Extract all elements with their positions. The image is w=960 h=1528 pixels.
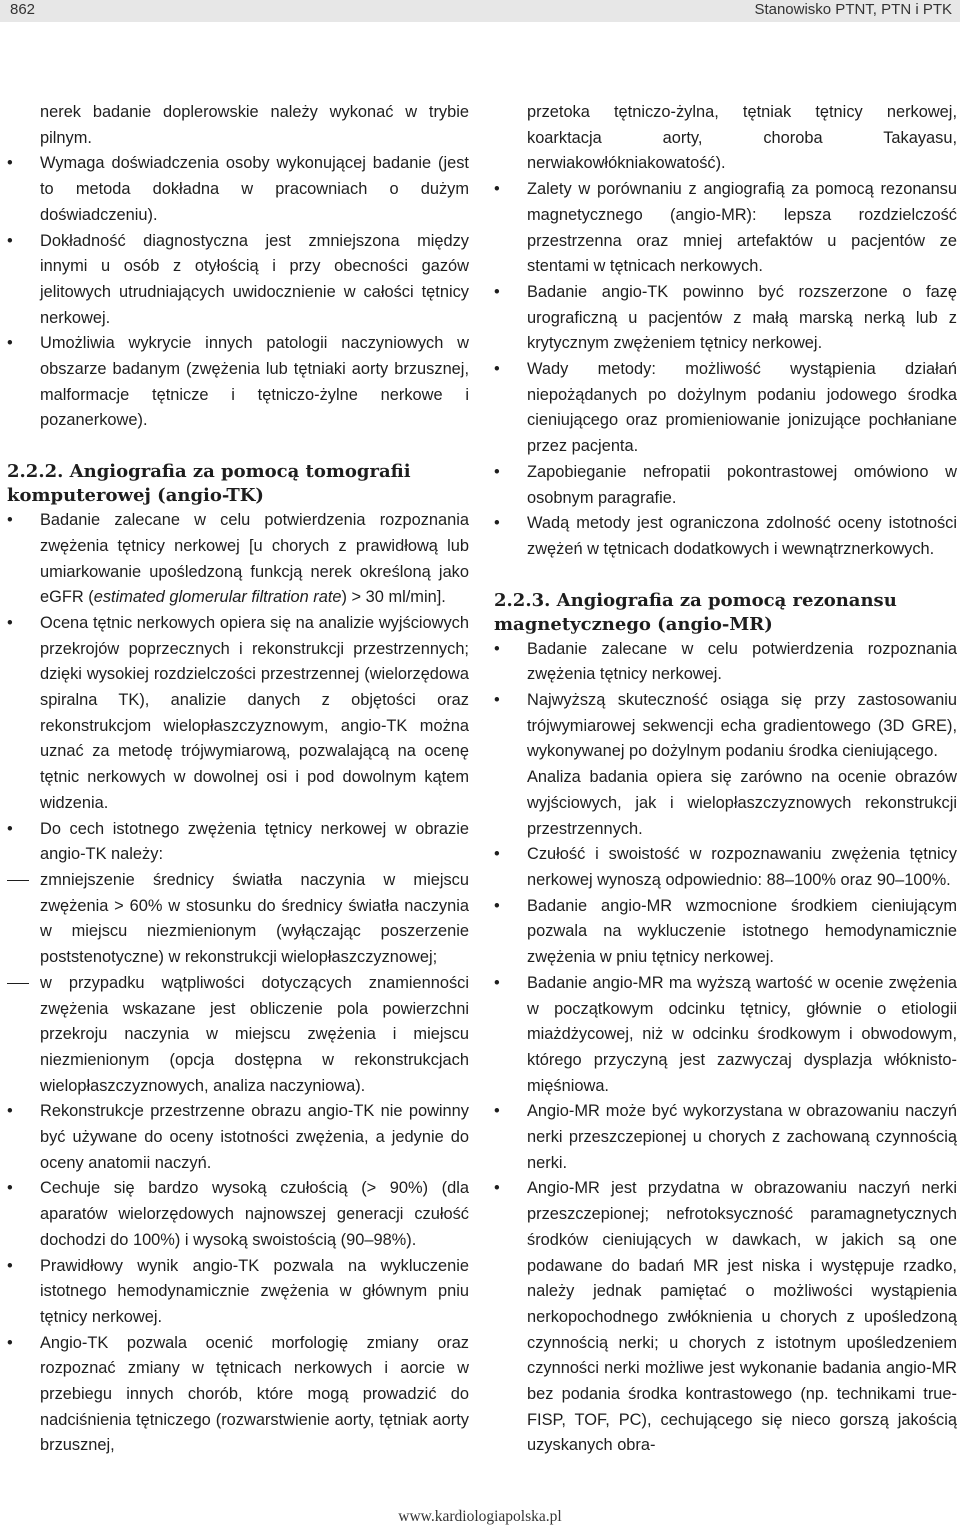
list-item: • Prawidłowy wynik angio-TK pozwala na wykluczenie istotnego hemodynamicznie zwężenia w głównym pniu tętnicy nerkowej.: [7, 1254, 469, 1331]
list-item: • Umożliwia wykrycie innych patologii naczyniowych w obszarze badanym (zwężenia lub tętniaki aorty brzusznej, malformacje tętnicze i tętniczo-żylne nerkowe i pozanerkowe).: [7, 331, 469, 434]
dash-item: w przypadku wątpliwości dotyczących znamienności zwężenia wskazane jest obliczenie pola powierzchni przekroju naczynia w miejscu zwężenia i miejscu niezmienionym (opcja dostępna w rekonstrukcjach wielopłaszczyznowych, analiza naczyniowa).: [7, 971, 469, 1100]
continued-paragraph: przetoka tętniczo-żylna, tętniak tętnicy nerkowej, koarktacja aorty, choroba Takayasu, nerwiakowłókniakowatość).: [527, 103, 957, 173]
list-item: [7, 508, 469, 611]
running-title: Stanowisko PTNT, PTN i PTK: [754, 1, 952, 18]
list-item: • Czułość i swoistość w rozpoznawaniu zwężenia tętnicy nerkowej wynoszą odpowiednio: 88–100% oraz 90–100%.: [494, 842, 957, 893]
bullet-list: [494, 842, 957, 1459]
section-heading: 2.2.2. Angiografia za pomocą tomografii komputerowej (angio-TK): [7, 461, 411, 507]
list-item: • Wymaga doświadczenia osoby wykonującej badanie (jest to metoda dokładna w pracowniach o dużym doświadczeniu).: [7, 151, 469, 228]
list-item: • Wadą metody jest ograniczona zdolność oceny istotności zwężeń w tętnicach dodatkowych i wewnątrznerkowych.: [494, 511, 957, 562]
page-header: [0, 0, 960, 22]
italic-term: estimated glomerular filtration rate: [93, 588, 342, 607]
bullet-list: [7, 508, 469, 1459]
footer-url: www.kardiologiapolska.pl: [398, 1508, 562, 1525]
dash-item: zmniejszenie średnicy światła naczynia w miejscu zwężenia > 60% w stosunku do średnicy światła naczynia w miejscu niezmienionym (wyłączając poszerzenie poststenotyczne) w rekonstrukcji wielopłaszczyznowej;: [7, 868, 469, 971]
list-item: • Cechuje się bardzo wysoką czułością (> 90%) (dla aparatów wielorzędowych najnowszej generacji czułość dochodzi do 100%) i wysoką swoistością (90–98%).: [7, 1176, 469, 1253]
list-item: • Wady metody: możliwość wystąpienia działań niepożądanych po dożylnym podaniu jodowego środka cieniującego oraz promieniowanie jonizujące pochłaniane przez pacjenta.: [494, 357, 957, 460]
list-item: • Badanie angio-MR wzmocnione środkiem cieniującym pozwala na wykluczenie istotnego hemodynamicznie zwężenia w pniu tętnicy nerkowej.: [494, 894, 957, 971]
list-item: • Badanie angio-MR ma wyższą wartość w ocenie zwężenia w początkowym odcinku tętnicy, głównie o etiologii miażdżycowej, niż w odcinku środkowym i obwodowym, którego przyczyną jest zazwyczaj dysplazja włóknisto-mięśniowa.: [494, 971, 957, 1100]
body-paragraph: Analiza badania opiera się zarówno na ocenie obrazów wyjściowych, jak i wielopłaszczyznowych rekonstrukcji przestrzennych.: [527, 768, 957, 838]
list-item: • Angio-TK pozwala ocenić morfologię zmiany oraz rozpoznać zmiany w tętnicach nerkowych i aorcie w przebiegu innych chorób, które mogą prowadzić do nadciśnienia tętniczego (rozwarstwienie aorty, tętniak aorty brzusznej,: [7, 1331, 469, 1460]
text-run: ) > 30 ml/min].: [341, 588, 446, 607]
list-item: • Zapobieganie nefropatii pokontrastowej omówiono w osobnym paragrafie.: [494, 460, 957, 511]
section-heading: 2.2.3. Angiografia za pomocą rezonansu magnetycznego (angio-MR): [494, 589, 897, 635]
continued-paragraph: nerek badanie doplerowskie należy wykonać w trybie pilnym.: [40, 103, 469, 147]
list-item: • Angio-MR może być wykorzystana w obrazowaniu naczyń nerki przeszczepionej u chorych z zachowaną czynnością nerki.: [494, 1099, 957, 1176]
list-item: • Ocena tętnic nerkowych opiera się na analizie wyjściowych przekrojów poprzecznych i rekonstrukcji przestrzennych; dzięki wysokiej rozdzielczości przestrzennej (wielorzędowa spiralna TK), analizie danych z objętości oraz rekonstrukcjom wielopłaszczyznowym, angio-TK można uznać za metodę trójwymiarową, pozwalającą na ocenę tętnic nerkowych w dowolnej osi i pod dowolnym kątem widzenia.: [7, 611, 469, 817]
list-item: • Rekonstrukcje przestrzenne obrazu angio-TK nie powinny być używane do oceny istotności zwężenia, a jedynie do oceny anatomii naczyń.: [7, 1099, 469, 1176]
text-run: Badanie zalecane w celu potwierdzenia rozpoznania zwężenia tętnicy nerkowej [u chorych z prawidłową lub umiarkowanie upośledzoną funkcją nerek określoną jako eGFR (: [40, 511, 469, 607]
list-item: • Najwyższą skuteczność osiąga się przy zastosowaniu trójwymiarowej sekwencji echa gradientowego (3D GRE), wykonywanej po dożylnym podaniu środka cieniującego.: [494, 688, 957, 765]
left-column: [7, 100, 469, 1459]
bullet-list: [494, 637, 957, 766]
list-item: • Dokładność diagnostyczna jest zmniejszona między innymi u osób z otyłością i przy obecności gazów jelitowych utrudniających uwidocznienie w całości tętnicy nerkowej.: [7, 229, 469, 332]
bullet-list: [7, 151, 469, 434]
page-number: 862: [10, 1, 36, 18]
list-item: • Badanie angio-TK powinno być rozszerzone o fazę urograficzną u pacjentów z małą marską nerką lub z krytycznym zwężeniem tętnicy nerkowej.: [494, 280, 957, 357]
bullet-list: [494, 177, 957, 563]
list-item: • Do cech istotnego zwężenia tętnicy nerkowej w obrazie angio-TK należy:: [7, 817, 469, 868]
right-column: [494, 100, 957, 1459]
list-item: • Badanie zalecane w celu potwierdzenia rozpoznania zwężenia tętnicy nerkowej.: [494, 637, 957, 688]
list-item: • Zalety w porównaniu z angiografią za pomocą rezonansu magnetycznego (angio-MR): lepsza rozdzielczość przestrzenna oraz mniej artefaktów u pacjentów ze stentami w tętnicach nerkowych.: [494, 177, 957, 280]
list-item: • Angio-MR jest przydatna w obrazowaniu naczyń nerki przeszczepionej; nefrotoksyczność paramagnetycznych środków cieniujących w dawkach, w jakich są one podawane do badań MR jest niska i występuje rzadko, należy jednak pamiętać o możliwości wystąpienia nerkopochodnego zwłóknienia u chorych z upośledzoną czynnością nerki; u chorych z istotnym upośledzeniem czynności nerki możliwe jest wykonanie badania angio-MR bez podania środka kontrastowego (np. technikami true-FISP, TOF, PC), cechującego się nieco gorszą jakością uzyskanych obra-: [494, 1176, 957, 1459]
